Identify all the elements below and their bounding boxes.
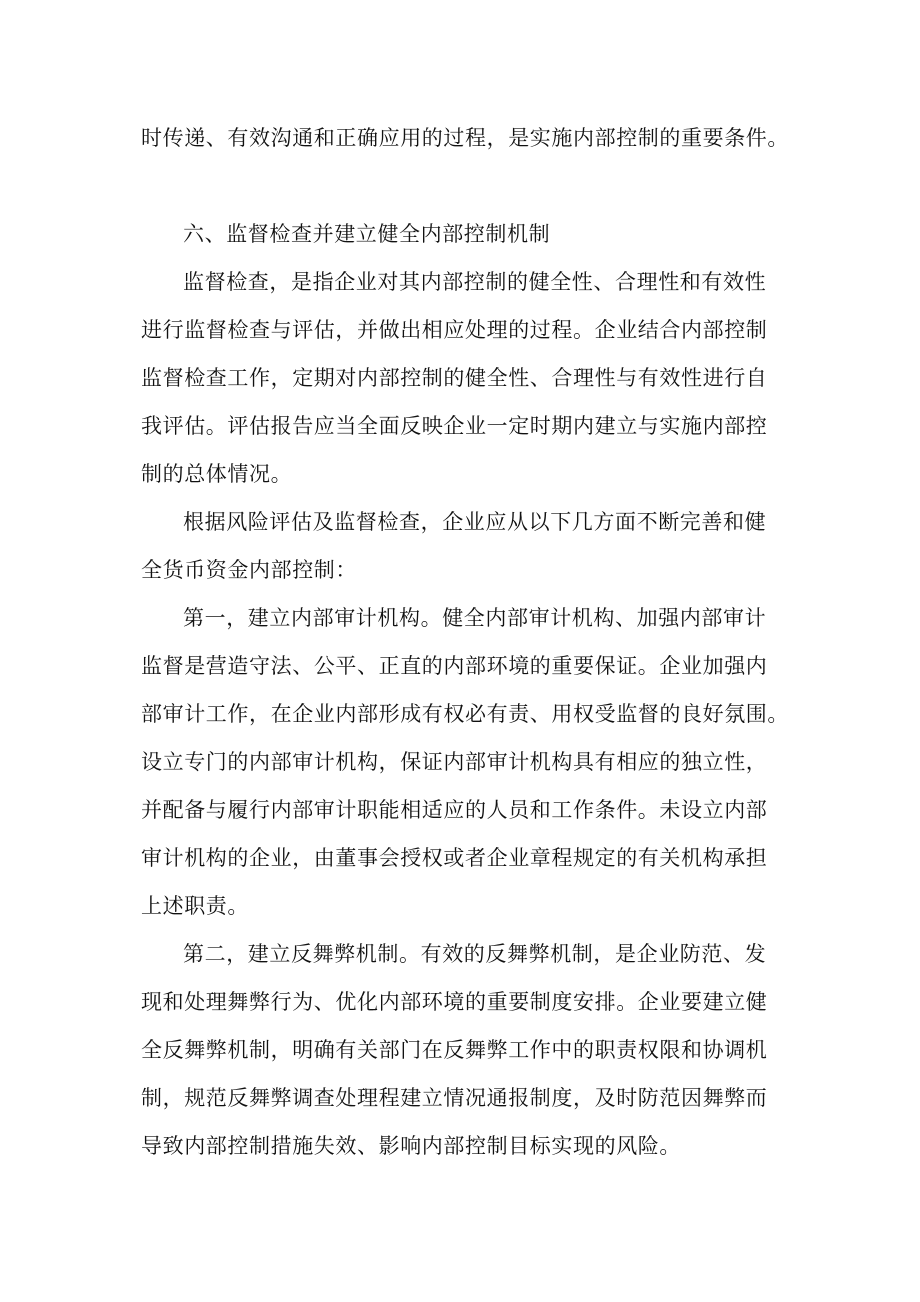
paragraph-line: 我评估。评估报告应当全面反映企业一定时期内建立与实施内部控 — [141, 414, 768, 438]
paragraph-line: 监督检查，是指企业对其内部控制的健全性、合理性和有效性 — [183, 270, 767, 294]
paragraph-line: 部审计工作，在企业内部形成有权必有责、用权受监督的良好氛围。 — [141, 702, 789, 726]
paragraph-line: 上述职责。 — [141, 894, 249, 918]
paragraph-line: 制的总体情况。 — [141, 462, 293, 486]
paragraph-line: 监督是营造守法、公平、正直的内部环境的重要保证。企业加强内 — [141, 654, 768, 678]
paragraph-line: 第一，建立内部审计机构。健全内部审计机构、加强内部审计 — [183, 606, 767, 630]
paragraph-line: 设立专门的内部审计机构，保证内部审计机构具有相应的独立性， — [141, 750, 768, 774]
paragraph-line: 审计机构的企业，由董事会授权或者企业章程规定的有关机构承担 — [141, 846, 768, 870]
paragraph-line: 第二，建立反舞弊机制。有效的反舞弊机制，是企业防范、发 — [183, 942, 767, 966]
paragraph-line: 制，规范反舞弊调查处理程建立情况通报制度，及时防范因舞弊而 — [141, 1086, 768, 1110]
paragraph-line: 全货币资金内部控制： — [141, 558, 357, 582]
paragraph-line: 进行监督检查与评估，并做出相应处理的过程。企业结合内部控制 — [141, 318, 768, 342]
paragraph-line: 现和处理舞弊行为、优化内部环境的重要制度安排。企业要建立健 — [141, 990, 768, 1014]
paragraph-line: 监督检查工作，定期对内部控制的健全性、合理性与有效性进行自 — [141, 366, 768, 390]
paragraph-line: 导致内部控制措施失效、影响内部控制目标实现的风险。 — [141, 1134, 681, 1158]
paragraph-line: 并配备与履行内部审计职能相适应的人员和工作条件。未设立内部 — [141, 798, 768, 822]
paragraph-line: 全反舞弊机制，明确有关部门在反舞弊工作中的职责权限和协调机 — [141, 1038, 768, 1062]
section-heading: 六、监督检查并建立健全内部控制机制 — [183, 222, 551, 246]
paragraph-line: 根据风险评估及监督检查，企业应从以下几方面不断完善和健 — [183, 510, 767, 534]
paragraph-line: 时传递、有效沟通和正确应用的过程，是实施内部控制的重要条件。 — [141, 126, 789, 150]
